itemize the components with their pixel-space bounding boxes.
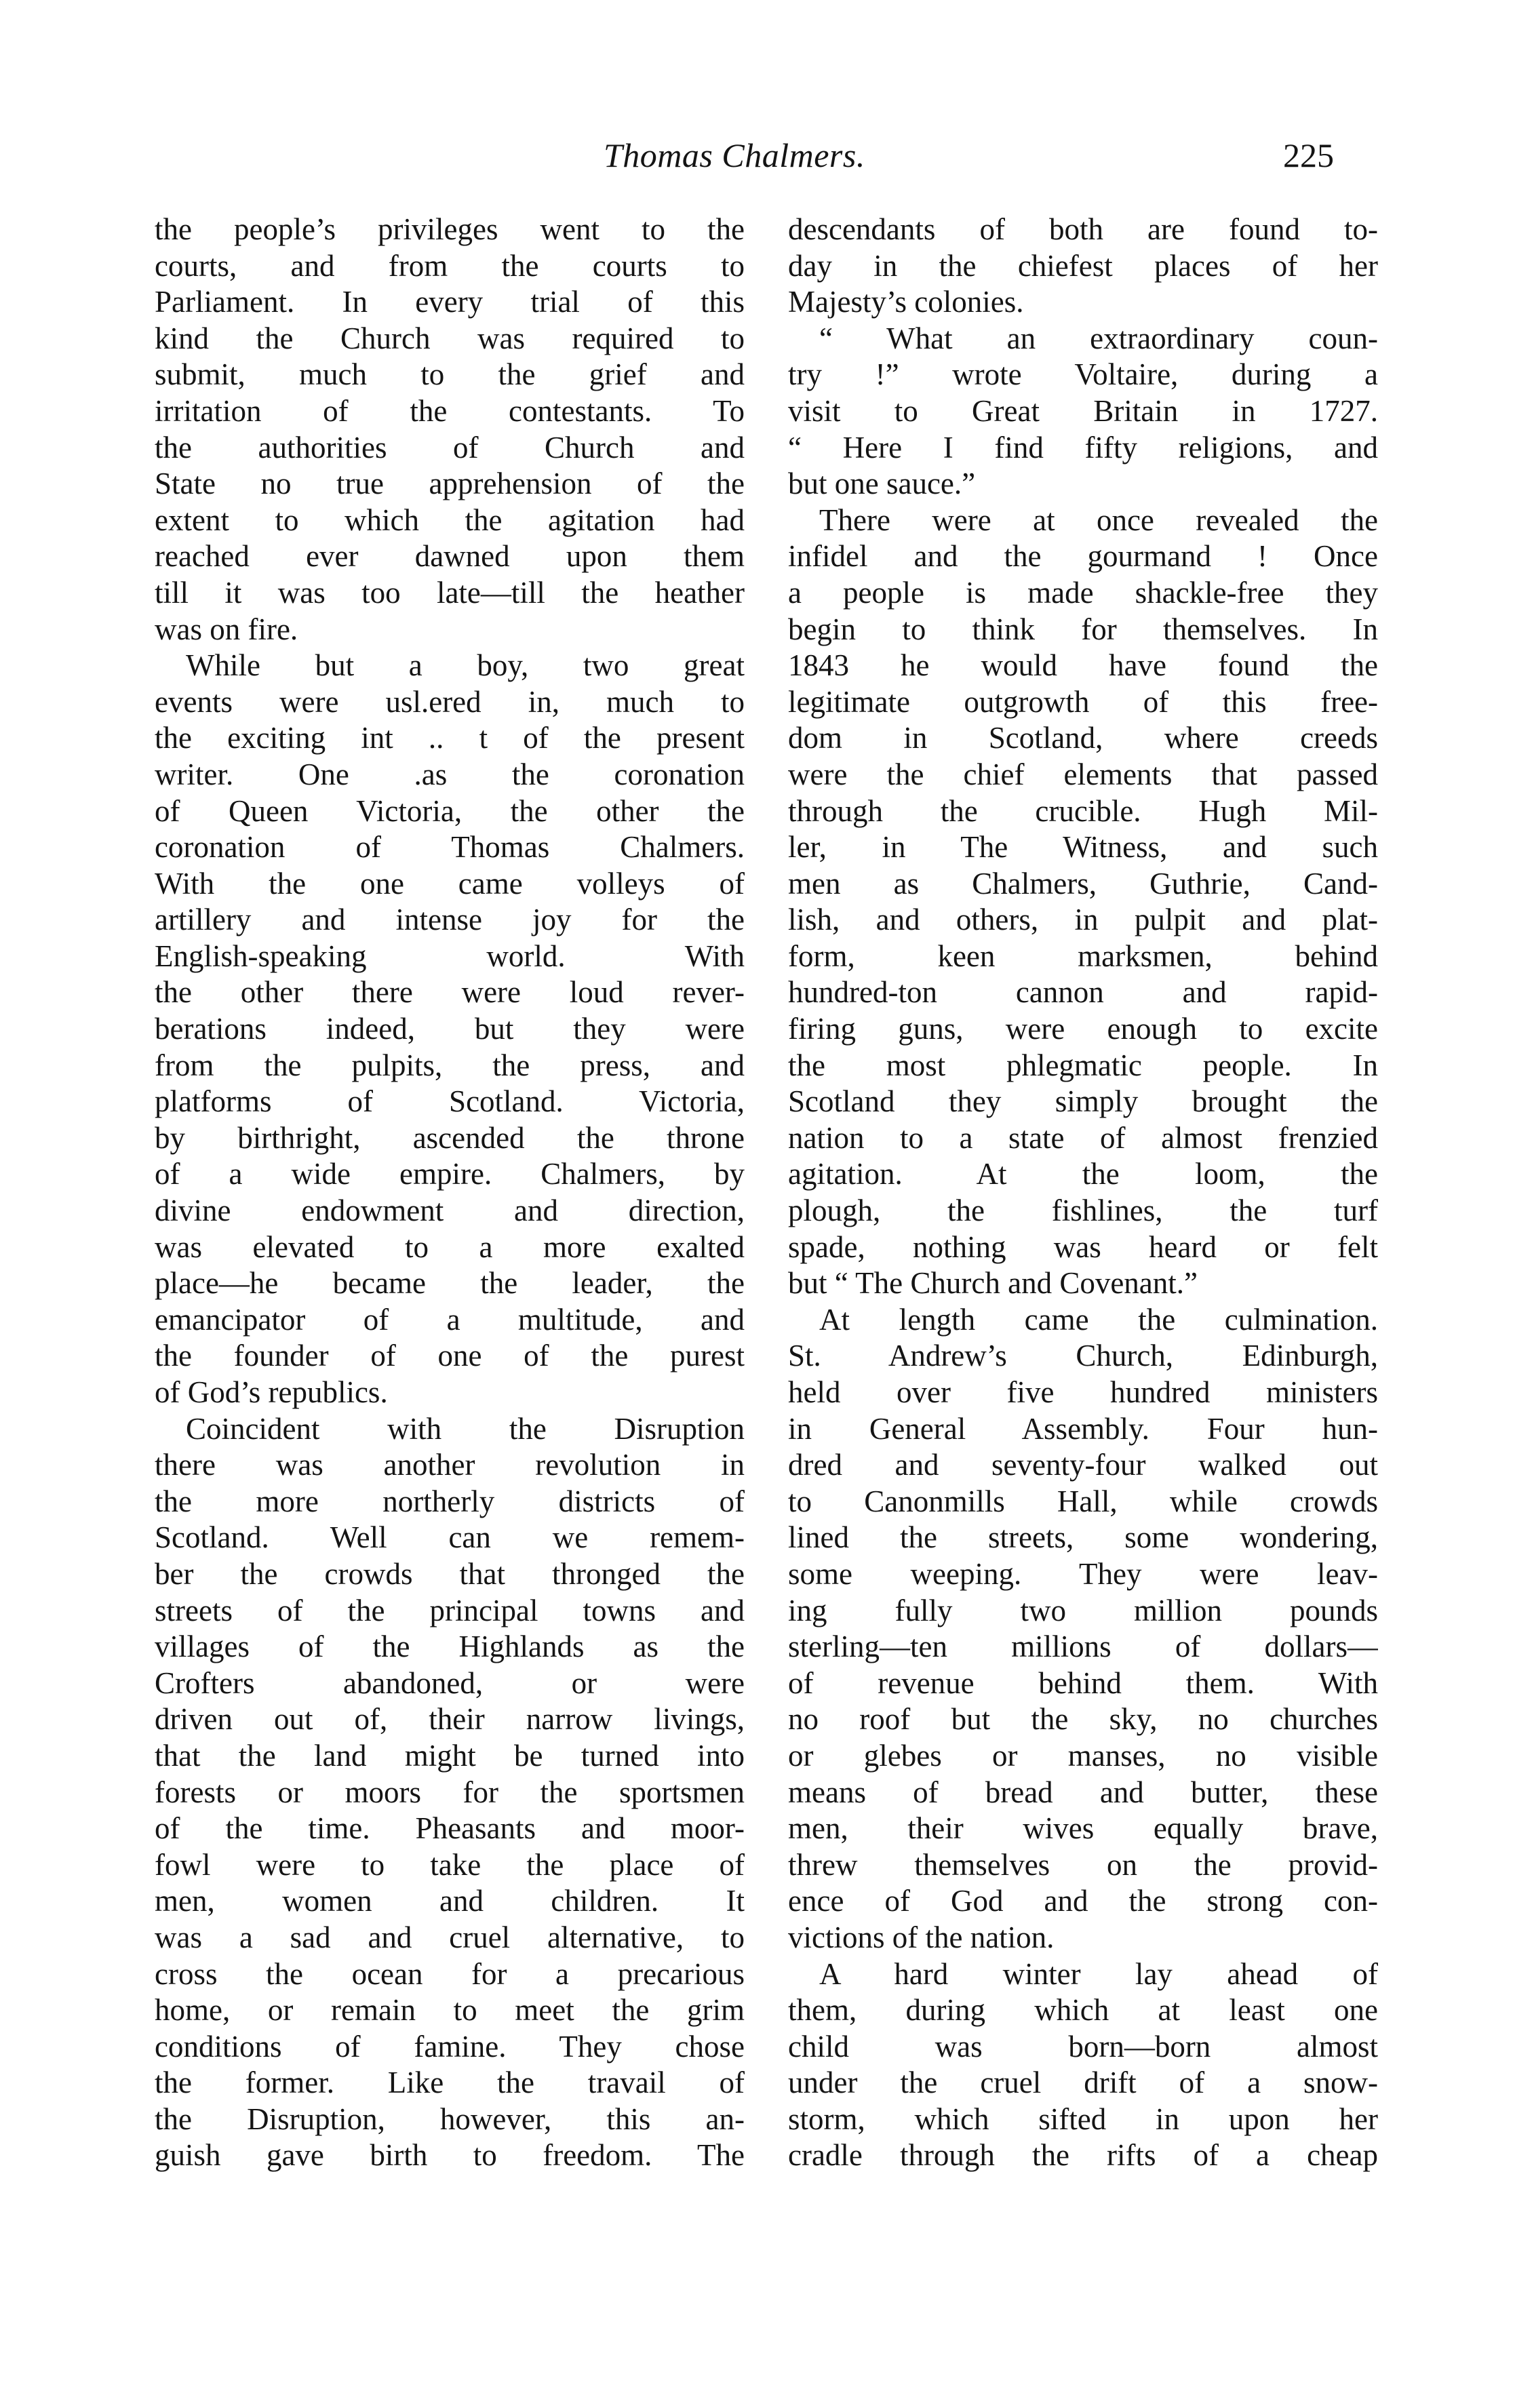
- text-line: means of bread and butter, these: [788, 1775, 1378, 1809]
- text-line: legitimate outgrowth of this free-: [788, 684, 1378, 719]
- text-line: emancipator of a multitude, and: [155, 1302, 745, 1337]
- text-line: While but a boy, two great: [186, 648, 745, 683]
- text-line: from the pulpits, the press, and: [155, 1048, 745, 1082]
- text-line: of revenue behind them. With: [788, 1665, 1378, 1700]
- text-line: the founder of one of the purest: [155, 1339, 745, 1373]
- text-line: or glebes or manses, no visible: [788, 1738, 1378, 1773]
- text-line: berations indeed, but they were: [155, 1012, 745, 1046]
- text-line: till it was too late—till the heather: [155, 575, 745, 610]
- text-line: under the cruel drift of a snow-: [788, 2066, 1378, 2100]
- text-line: nation to a state of almost frenzied: [788, 1120, 1378, 1155]
- text-line: With the one came volleys of: [155, 866, 745, 901]
- text-line: no roof but the sky, no churches: [788, 1702, 1378, 1737]
- text-line: men as Chalmers, Guthrie, Cand-: [788, 866, 1378, 901]
- text-line: plough, the fishlines, the turf: [788, 1193, 1378, 1228]
- text-line: the most phlegmatic people. In: [788, 1048, 1378, 1082]
- text-line: There were at once revealed the: [819, 502, 1378, 537]
- text-line: the more northerly districts of: [155, 1484, 745, 1518]
- text-line: agitation. At the loom, the: [788, 1157, 1378, 1191]
- text-line: lish, and others, in pulpit and plat-: [788, 903, 1378, 937]
- text-line: artillery and intense joy for the: [155, 903, 745, 937]
- text-line: kind the Church was required to: [155, 321, 745, 355]
- text-line: ler, in The Witness, and such: [788, 830, 1378, 865]
- right-text-column: [788, 212, 1378, 2174]
- text-line: of Queen Victoria, the other the: [155, 793, 745, 828]
- text-line: visit to Great Britain in 1727.: [788, 393, 1378, 428]
- text-line: writer. One .as the coronation: [155, 757, 745, 791]
- text-line: of God’s republics.: [155, 1375, 388, 1409]
- text-line: Scotland they simply brought the: [788, 1084, 1378, 1119]
- running-title: Thomas Chalmers.: [604, 136, 865, 174]
- text-line: events were usl.ered in, much to: [155, 684, 745, 719]
- text-line: the exciting int .. t of the present: [155, 721, 745, 755]
- text-line: Scotland. Well can we remem-: [155, 1520, 745, 1555]
- text-line: reached ever dawned upon them: [155, 539, 745, 574]
- text-line: some weeping. They were leav-: [788, 1556, 1378, 1591]
- text-line: day in the chiefest places of her: [788, 248, 1378, 283]
- text-line: them, during which at least one: [788, 1993, 1378, 2028]
- text-line: a people is made shackle-free they: [788, 575, 1378, 610]
- text-line: lined the streets, some wondering,: [788, 1520, 1378, 1555]
- text-line: infidel and the gourmand ! Once: [788, 539, 1378, 574]
- text-line: the people’s privileges went to the: [155, 212, 745, 246]
- text-line: were the chief elements that passed: [788, 757, 1378, 791]
- text-line: victions of the nation.: [788, 1920, 1055, 1954]
- text-line: threw themselves on the provid-: [788, 1847, 1378, 1882]
- text-line: 1843 he would have found the: [788, 648, 1378, 683]
- text-line: forests or moors for the sportsmen: [155, 1775, 745, 1809]
- text-line: English-speaking world. With: [155, 939, 745, 973]
- text-line: streets of the principal towns and: [155, 1593, 745, 1627]
- text-line: ing fully two million pounds: [788, 1593, 1378, 1627]
- text-line: fowl were to take the place of: [155, 1847, 745, 1882]
- text-line: by birthright, ascended the throne: [155, 1120, 745, 1155]
- page-number: 225: [1283, 136, 1334, 174]
- text-line: child was born—born almost: [788, 2029, 1378, 2064]
- text-line: to Canonmills Hall, while crowds: [788, 1484, 1378, 1518]
- text-line: dred and seventy-four walked out: [788, 1448, 1378, 1482]
- text-line: the former. Like the travail of: [155, 2066, 745, 2100]
- text-line: in General Assembly. Four hun-: [788, 1411, 1378, 1446]
- text-line: try !” wrote Voltaire, during a: [788, 357, 1378, 392]
- text-line: ence of God and the strong con-: [788, 1884, 1378, 1918]
- text-line: Crofters abandoned, or were: [155, 1665, 745, 1700]
- text-line: Parliament. In every trial of this: [155, 285, 745, 319]
- text-line: was elevated to a more exalted: [155, 1229, 745, 1264]
- text-line: men, women and children. It: [155, 1884, 745, 1918]
- text-line: there was another revolution in: [155, 1448, 745, 1482]
- text-line: submit, much to the grief and: [155, 357, 745, 392]
- text-line: through the crucible. Hugh Mil-: [788, 793, 1378, 828]
- text-line: At length came the culmination.: [819, 1302, 1378, 1337]
- text-line: coronation of Thomas Chalmers.: [155, 830, 745, 865]
- text-line: cross the ocean for a precarious: [155, 1956, 745, 1991]
- text-line: was a sad and cruel alternative, to: [155, 1920, 745, 1954]
- text-line: the other there were loud rever-: [155, 975, 745, 1010]
- text-line: but “ The Church and Covenant.”: [788, 1266, 1198, 1301]
- text-line: cradle through the rifts of a cheap: [788, 2138, 1378, 2173]
- text-line: platforms of Scotland. Victoria,: [155, 1084, 745, 1119]
- text-line: firing guns, were enough to excite: [788, 1012, 1378, 1046]
- text-line: was on fire.: [155, 612, 298, 646]
- text-line: extent to which the agitation had: [155, 502, 745, 537]
- text-line: ber the crowds that thronged the: [155, 1556, 745, 1591]
- text-line: home, or remain to meet the grim: [155, 1993, 745, 2028]
- text-line: guish gave birth to freedom. The: [155, 2138, 745, 2173]
- text-line: A hard winter lay ahead of: [819, 1956, 1378, 1991]
- text-line: St. Andrew’s Church, Edinburgh,: [788, 1339, 1378, 1373]
- text-line: divine endowment and direction,: [155, 1193, 745, 1228]
- text-line: held over five hundred ministers: [788, 1375, 1378, 1409]
- left-text-column: [155, 212, 745, 2174]
- text-line: descendants of both are found to-: [788, 212, 1378, 246]
- text-line: storm, which sifted in upon her: [788, 2101, 1378, 2136]
- text-line: “ What an extraordinary coun-: [819, 321, 1378, 355]
- text-line: dom in Scotland, where creeds: [788, 721, 1378, 755]
- text-line: of a wide empire. Chalmers, by: [155, 1157, 745, 1191]
- text-line: “ Here I find fifty religions, and: [788, 430, 1378, 465]
- text-line: the Disruption, however, this an-: [155, 2101, 745, 2136]
- text-line: the authorities of Church and: [155, 430, 745, 465]
- text-line: conditions of famine. They chose: [155, 2029, 745, 2064]
- text-line: spade, nothing was heard or felt: [788, 1229, 1378, 1264]
- text-line: Majesty’s colonies.: [788, 285, 1024, 319]
- text-line: Coincident with the Disruption: [186, 1411, 745, 1446]
- text-line: sterling—ten millions of dollars—: [788, 1630, 1378, 1664]
- text-line: courts, and from the courts to: [155, 248, 745, 283]
- text-line: form, keen marksmen, behind: [788, 939, 1378, 973]
- text-line: men, their wives equally brave,: [788, 1811, 1378, 1846]
- text-line: villages of the Highlands as the: [155, 1630, 745, 1664]
- text-line: of the time. Pheasants and moor-: [155, 1811, 745, 1846]
- text-line: that the land might be turned into: [155, 1738, 745, 1773]
- text-line: begin to think for themselves. In: [788, 612, 1378, 646]
- text-line: but one sauce.”: [788, 467, 976, 501]
- text-line: State no true apprehension of the: [155, 467, 745, 501]
- text-line: place—he became the leader, the: [155, 1266, 745, 1301]
- text-line: hundred-ton cannon and rapid-: [788, 975, 1378, 1010]
- text-line: driven out of, their narrow livings,: [155, 1702, 745, 1737]
- text-line: irritation of the contestants. To: [155, 393, 745, 428]
